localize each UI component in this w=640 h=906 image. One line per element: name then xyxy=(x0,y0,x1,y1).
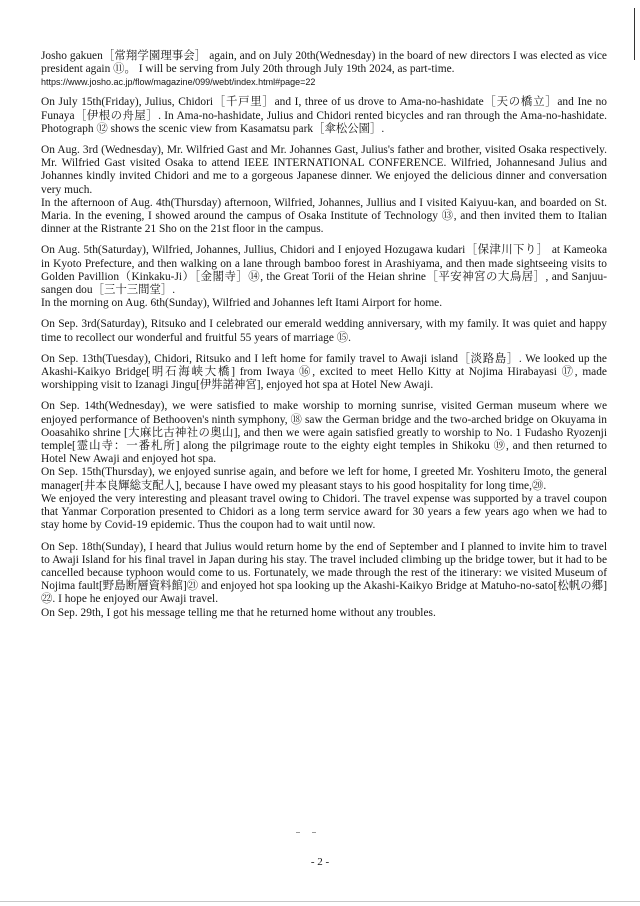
document-body xyxy=(41,50,607,628)
josho-magazine-link[interactable]: https://www.josho.ac.jp/flow/magazine/099/webt/index.html#page=22 xyxy=(41,77,316,88)
paragraph-aug6: In the morning on Aug. 6th(Sunday), Wilfried and Johannes left Itami Airport for home. xyxy=(41,297,443,310)
paragraph-sep14: On Sep. 14th(Wednesday), we were satisfied to make worship to morning sunrise, visited German museum where we enjoyed performance of Bethooven's ninth symphony, ⑱ saw the German bridge and the two-arched bridge on Okuyama in Ooasahiko shrine [大麻比古神社の奥山], and then we were again satisfied greatly to worship to No. 1 Fudasho Ryozenji temple[霊山寺：一番札所] along the pilgrimage route to the eighty eight temples in Shikoku ⑲, and then returned to Hotel New Awaji and enjoyed hot spa. xyxy=(41,400,607,466)
scan-bottom-line xyxy=(0,901,640,902)
divider-mark xyxy=(312,832,316,833)
paragraph-jul15: On July 15th(Friday), Julius, Chidori［千戸里］and I, three of us drove to Ama-no-hashidate［天の橋立］and Ine no Funaya［伊根の舟屋］. In Ama-no-hashidate, Julius and Chidori rented bicycles and ran through the Ama-no-hashidate. Photograph ⑫ shows the scenic view from Kasamatsu park［傘松公園］. xyxy=(41,96,607,135)
paragraph-sep15: On Sep. 15th(Thursday), we enjoyed sunrise again, and before we left for home, I greeted Mr. Yoshiteru Imoto, the general manager[井本良輝総支配人], because I have owed my pleasant stays to his good hospitality for long time,⑳. xyxy=(41,466,607,492)
divider-mark xyxy=(296,832,300,833)
scan-edge-line xyxy=(634,8,635,60)
paragraph-sep3: On Sep. 3rd(Saturday), Ritsuko and I celebrated our emerald wedding anniversary, with my family. It was quiet and happy time to recollect our wonderful and fruitful 55 years of marriage ⑮. xyxy=(41,318,607,344)
page-number: - 2 - xyxy=(310,856,330,868)
paragraph-aug3: On Aug. 3rd (Wednesday), Mr. Wilfried Gast and Mr. Johannes Gast, Julius's father and brother, visited Osaka respectively. Mr. Wilfried Gast visited Osaka to attend IEEE INTERNATIONAL CONFERENCE. Wilfried, Johannesand Julius and Johannes kindly invited Chidori and me to a gorgeous Japanese dinner. We enjoyed the delicious dinner and conversation very much. xyxy=(41,144,607,196)
paragraph-sep18: On Sep. 18th(Sunday), I heard that Julius would return home by the end of September and I planned to invite him to travel to Awaji Island for his final travel in Japan during his stay. The travel included climbing up the bridge tower, but it had to be cancelled because typhoon would come to us. Fortunately, we made through the rest of the itinerary: we visited Museum of Nojima fault[野島断層資料館]㉑ and enjoyed hot spa looking up the Akashi-Kaikyo Bridge at Matuho-no-sato[松帆の郷]㉒. I hope he enjoyed our Awaji travel. xyxy=(41,540,607,606)
paragraph-sep13: On Sep. 13th(Tuesday), Chidori, Ritsuko and I left home for family travel to Awaji island［淡路島］. We looked up the Akashi-Kaikyo Bridge[明石海峡大橋] from Iwaya ⑯, excited to meet Hello Kitty at Nojima Hirabayasi ⑰, made worshipping visit to Izanagi Jingu[伊弉諾神宮], enjoyed hot spa at Hotel New Awaji. xyxy=(41,352,607,392)
paragraph-aug5: On Aug. 5th(Saturday), Wilfried, Johannes, Jullius, Chidori and I enjoyed Hozugawa kudari［保津川下り］ at Kameoka in Kyoto Prefecture, and then walking on a lane through bamboo forest in Arashiyama, and then made sightseeing visits to Golden Pavillion（Kinkaku-Ji）［金閣寺］⑭, the Great Torii of the Heian shrine［平安神宮の大鳥居］, and Sanjuu-sangen dou［三十三間堂］. xyxy=(41,244,607,297)
paragraph-aug4: In the afternoon of Aug. 4th(Thursday) afternoon, Wilfried, Johannes, Jullius and I visited Kaiyuu-kan, and boarded on St. Maria. In the evening, I showed around the campus of Osaka Institute of Technology ⑬, and then invited them to Italian dinner at the Ristrante 21 Sho on the 21st floor in the campus. xyxy=(41,196,607,236)
paragraph-sep29: On Sep. 29th, I got his message telling me that he returned home without any troubles. xyxy=(41,606,436,619)
paragraph-josho xyxy=(41,50,607,88)
paragraph-travel: We enjoyed the very interesting and pleasant travel owing to Chidori. The travel expense was supported by a travel coupon that Yanmar Corporation presented to Chidori as a long term service award for 30 years a few years ago when we had to stay home by Covid-19 epidemic. Thus the coupon had to wait until now. xyxy=(41,492,607,532)
paragraph-text: Josho gakuen［常翔学園理事会］ again, and on July 20th(Wednesday) in the board of new directors I was elected as vice president again ⑪。 I will be serving from July 20th through July 19th 2024, as part-time. xyxy=(41,50,607,76)
